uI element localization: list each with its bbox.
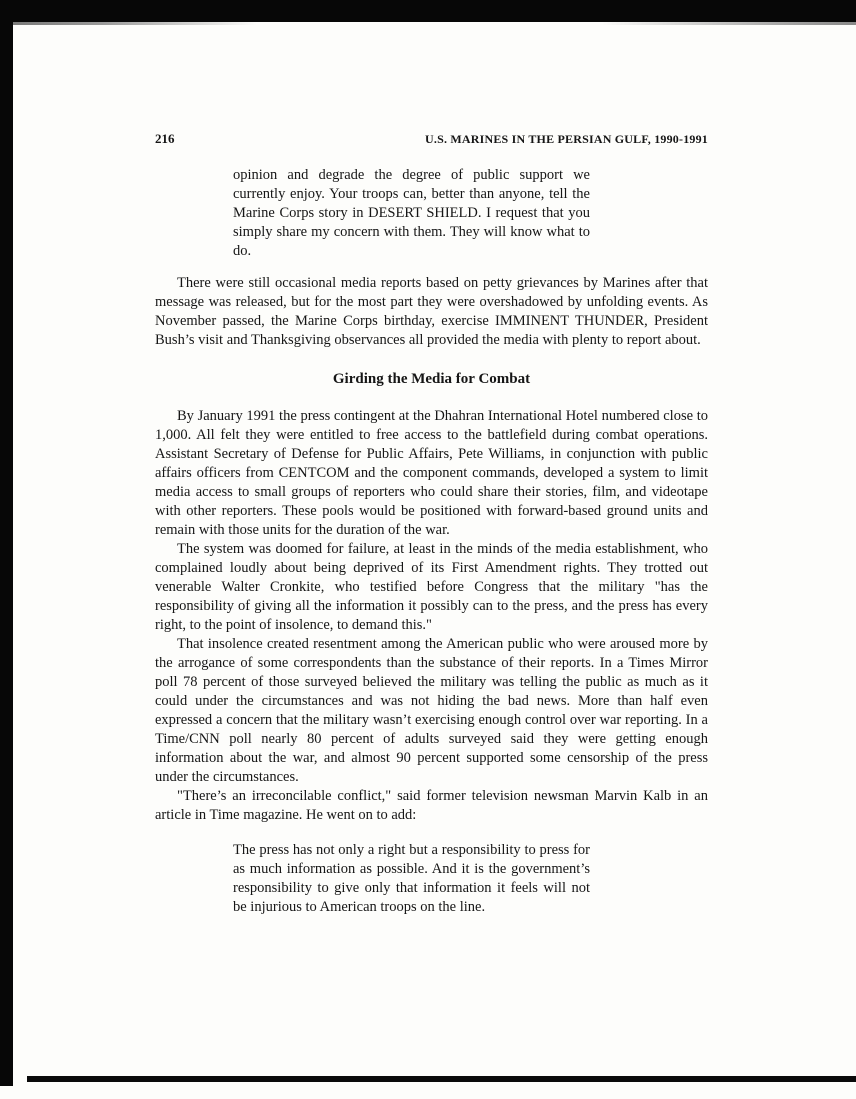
scan-edge-left — [0, 0, 13, 1086]
paragraph-3: The system was doomed for failure, at least in the minds of the media establishment, who complained loudly about being deprived of its First Amendment rights. They trotted out venerable Walter Cronkite, who testified before Congress that the military "has the responsibility of giving all the information it possibly can to the press, and the press has every right, to the point of insolence, to demand this." — [155, 541, 708, 633]
block-quote-bottom: The press has not only a right but a responsibility to press for as much information as possible. And it is the government’s responsibility to give only that information it feels will not be injurious to American troops on the line. — [233, 842, 590, 915]
page-number: 216 — [155, 131, 175, 146]
scan-bottom-rule — [27, 1076, 856, 1082]
scan-edge-top — [0, 0, 856, 22]
running-title: U.S. MARINES IN THE PERSIAN GULF, 1990-1991 — [425, 132, 708, 146]
block-quote-top: opinion and degrade the degree of public support we currently enjoy. Your troops can, better than anyone, tell the Marine Corps story in DESERT SHIELD. I request that you simply share my concern with them. They will know what to do. — [233, 167, 590, 259]
text-block — [155, 129, 708, 917]
running-head — [155, 129, 708, 149]
paragraph-1: There were still occasional media reports based on petty grievances by Marines after that message was released, but for the most part they were overshadowed by unfolding events. As November passed, the Marine Corps birthday, exercise IMMINENT THUNDER, President Bush’s visit and Thanksgiving observances all provided the media with plenty to report about. — [155, 275, 708, 348]
paragraph-5: "There’s an irreconcilable conflict," said former television newsman Marvin Kalb in an article in Time magazine. He went on to add: — [155, 788, 708, 823]
section-heading: Girding the Media for Combat — [332, 371, 531, 387]
paragraph-4: That insolence created resentment among the American public who were aroused more by the arrogance of some correspondents than the substance of their reports. In a Times Mirror poll 78 percent of those surveyed believed the military was telling the public as much as it could under the circumstances and was not hiding the bad news. More than half even expressed a concern that the military wasn’t exercising enough control over war reporting. In a Time/CNN poll nearly 80 percent of adults surveyed said they were getting enough information about the war, and almost 90 percent supported some censorship of the press under the circumstances. — [155, 636, 708, 785]
paragraph-2: By January 1991 the press contingent at the Dhahran International Hotel numbered close to 1,000. All felt they were entitled to free access to the battlefield during combat operations. Assistant Secretary of Defense for Public Affairs, Pete Williams, in conjunction with public affairs officers from CENTCOM and the component commands, developed a system to limit media access to small groups of reporters who could share their stories, film, and videotape with other reporters. These pools would be positioned with forward-based ground units and remain with those units for the duration of the war. — [155, 408, 708, 538]
